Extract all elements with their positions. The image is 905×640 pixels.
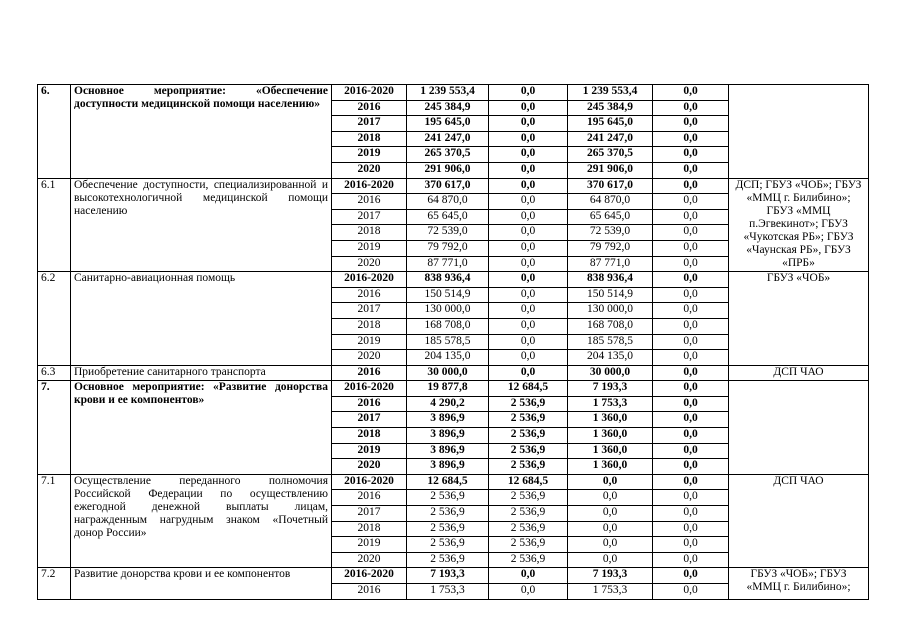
year-cell: 2016 — [332, 490, 407, 506]
regional-cell: 130 000,0 — [568, 303, 653, 319]
federal-cell: 0,0 — [489, 584, 568, 600]
regional-cell: 0,0 — [568, 537, 653, 553]
total-cell: 72 539,0 — [407, 225, 489, 241]
year-cell: 2016-2020 — [332, 381, 407, 397]
total-cell: 3 896,9 — [407, 428, 489, 444]
table-row — [38, 365, 869, 381]
executor-cell — [729, 85, 869, 179]
regional-cell: 1 239 553,4 — [568, 85, 653, 101]
regional-cell: 241 247,0 — [568, 131, 653, 147]
total-cell: 64 870,0 — [407, 194, 489, 210]
federal-cell: 2 536,9 — [489, 521, 568, 537]
other-cell: 0,0 — [653, 209, 729, 225]
total-cell: 130 000,0 — [407, 303, 489, 319]
regional-cell: 0,0 — [568, 474, 653, 490]
total-cell: 3 896,9 — [407, 443, 489, 459]
year-cell: 2019 — [332, 537, 407, 553]
regional-cell: 72 539,0 — [568, 225, 653, 241]
year-cell: 2020 — [332, 459, 407, 475]
year-cell: 2018 — [332, 131, 407, 147]
regional-cell: 79 792,0 — [568, 240, 653, 256]
executor-cell: ДСП; ГБУЗ «ЧОБ»; ГБУЗ «ММЦ г. Билибино»; ГБУЗ «ММЦ п.Эгвекинот»; ГБУЗ «Чукотская РБ»; ГБУЗ «Чаунская РБ», ГБУЗ «ПРБ» — [729, 178, 869, 272]
total-cell: 79 792,0 — [407, 240, 489, 256]
other-cell: 0,0 — [653, 428, 729, 444]
federal-cell: 0,0 — [489, 147, 568, 163]
other-cell: 0,0 — [653, 272, 729, 288]
item-name: Развитие донорства крови и ее компонентов — [71, 568, 332, 599]
regional-cell: 1 360,0 — [568, 428, 653, 444]
other-cell: 0,0 — [653, 459, 729, 475]
federal-cell: 0,0 — [489, 194, 568, 210]
total-cell: 4 290,2 — [407, 396, 489, 412]
federal-cell: 2 536,9 — [489, 443, 568, 459]
regional-cell: 265 370,5 — [568, 147, 653, 163]
regional-cell: 7 193,3 — [568, 381, 653, 397]
federal-cell: 2 536,9 — [489, 459, 568, 475]
total-cell: 65 645,0 — [407, 209, 489, 225]
other-cell: 0,0 — [653, 116, 729, 132]
other-cell: 0,0 — [653, 490, 729, 506]
funding-table — [37, 84, 869, 600]
total-cell: 2 536,9 — [407, 552, 489, 568]
total-cell: 12 684,5 — [407, 474, 489, 490]
total-cell: 291 906,0 — [407, 162, 489, 178]
other-cell: 0,0 — [653, 334, 729, 350]
item-number: 6.1 — [38, 178, 71, 272]
federal-cell: 2 536,9 — [489, 506, 568, 522]
other-cell: 0,0 — [653, 521, 729, 537]
year-cell: 2016 — [332, 365, 407, 381]
table-row — [38, 474, 869, 490]
executor-cell: ДСП ЧАО — [729, 365, 869, 381]
item-name: Осуществление переданного полномочия Российской Федерации по осуществлению ежегодной денежной выплаты лицам, награжденным нагрудным знаком «Почетный донор России» — [71, 474, 332, 568]
total-cell: 370 617,0 — [407, 178, 489, 194]
year-cell: 2016 — [332, 584, 407, 600]
year-cell: 2016 — [332, 287, 407, 303]
federal-cell: 0,0 — [489, 334, 568, 350]
total-cell: 241 247,0 — [407, 131, 489, 147]
regional-cell: 291 906,0 — [568, 162, 653, 178]
federal-cell: 0,0 — [489, 240, 568, 256]
federal-cell: 2 536,9 — [489, 412, 568, 428]
federal-cell: 0,0 — [489, 303, 568, 319]
total-cell: 1 753,3 — [407, 584, 489, 600]
total-cell: 7 193,3 — [407, 568, 489, 584]
federal-cell: 0,0 — [489, 131, 568, 147]
year-cell: 2017 — [332, 412, 407, 428]
executor-cell: ДСП ЧАО — [729, 474, 869, 568]
total-cell: 265 370,5 — [407, 147, 489, 163]
other-cell: 0,0 — [653, 396, 729, 412]
other-cell: 0,0 — [653, 443, 729, 459]
year-cell: 2018 — [332, 521, 407, 537]
total-cell: 19 877,8 — [407, 381, 489, 397]
regional-cell: 1 753,3 — [568, 396, 653, 412]
year-cell: 2018 — [332, 225, 407, 241]
federal-cell: 12 684,5 — [489, 474, 568, 490]
year-cell: 2019 — [332, 443, 407, 459]
total-cell: 2 536,9 — [407, 506, 489, 522]
total-cell: 168 708,0 — [407, 318, 489, 334]
regional-cell: 195 645,0 — [568, 116, 653, 132]
other-cell: 0,0 — [653, 240, 729, 256]
federal-cell: 2 536,9 — [489, 537, 568, 553]
year-cell: 2016 — [332, 194, 407, 210]
executor-cell — [729, 381, 869, 475]
other-cell: 0,0 — [653, 256, 729, 272]
regional-cell: 65 645,0 — [568, 209, 653, 225]
item-number: 6. — [38, 85, 71, 179]
other-cell: 0,0 — [653, 303, 729, 319]
federal-cell: 0,0 — [489, 350, 568, 366]
regional-cell: 64 870,0 — [568, 194, 653, 210]
regional-cell: 1 360,0 — [568, 443, 653, 459]
regional-cell: 0,0 — [568, 521, 653, 537]
other-cell: 0,0 — [653, 318, 729, 334]
item-number: 6.2 — [38, 272, 71, 366]
federal-cell: 2 536,9 — [489, 428, 568, 444]
total-cell: 30 000,0 — [407, 365, 489, 381]
regional-cell: 1 360,0 — [568, 459, 653, 475]
other-cell: 0,0 — [653, 365, 729, 381]
year-cell: 2017 — [332, 506, 407, 522]
regional-cell: 150 514,9 — [568, 287, 653, 303]
federal-cell: 0,0 — [489, 272, 568, 288]
regional-cell: 185 578,5 — [568, 334, 653, 350]
regional-cell: 370 617,0 — [568, 178, 653, 194]
federal-cell: 0,0 — [489, 225, 568, 241]
executor-cell: ГБУЗ «ЧОБ»; ГБУЗ «ММЦ г. Билибино»; — [729, 568, 869, 599]
year-cell: 2017 — [332, 209, 407, 225]
year-cell: 2020 — [332, 256, 407, 272]
other-cell: 0,0 — [653, 412, 729, 428]
other-cell: 0,0 — [653, 552, 729, 568]
year-cell: 2018 — [332, 318, 407, 334]
federal-cell: 2 536,9 — [489, 396, 568, 412]
year-cell: 2016-2020 — [332, 474, 407, 490]
year-cell: 2016 — [332, 100, 407, 116]
item-name: Основное мероприятие: «Обеспечение доступности медицинской помощи населению» — [71, 85, 332, 179]
total-cell: 838 936,4 — [407, 272, 489, 288]
year-cell: 2020 — [332, 162, 407, 178]
federal-cell: 0,0 — [489, 116, 568, 132]
other-cell: 0,0 — [653, 85, 729, 101]
other-cell: 0,0 — [653, 225, 729, 241]
item-name: Обеспечение доступности, специализированной и высокотехнологичной медицинской помощи населению — [71, 178, 332, 272]
regional-cell: 0,0 — [568, 506, 653, 522]
total-cell: 185 578,5 — [407, 334, 489, 350]
other-cell: 0,0 — [653, 350, 729, 366]
year-cell: 2018 — [332, 428, 407, 444]
year-cell: 2016-2020 — [332, 568, 407, 584]
federal-cell: 0,0 — [489, 85, 568, 101]
regional-cell: 0,0 — [568, 552, 653, 568]
item-number: 6.3 — [38, 365, 71, 381]
total-cell: 87 771,0 — [407, 256, 489, 272]
total-cell: 1 239 553,4 — [407, 85, 489, 101]
total-cell: 2 536,9 — [407, 490, 489, 506]
regional-cell: 7 193,3 — [568, 568, 653, 584]
other-cell: 0,0 — [653, 147, 729, 163]
year-cell: 2020 — [332, 552, 407, 568]
regional-cell: 204 135,0 — [568, 350, 653, 366]
total-cell: 195 645,0 — [407, 116, 489, 132]
year-cell: 2017 — [332, 303, 407, 319]
federal-cell: 2 536,9 — [489, 490, 568, 506]
other-cell: 0,0 — [653, 506, 729, 522]
total-cell: 150 514,9 — [407, 287, 489, 303]
other-cell: 0,0 — [653, 100, 729, 116]
federal-cell: 0,0 — [489, 365, 568, 381]
year-cell: 2016-2020 — [332, 85, 407, 101]
federal-cell: 2 536,9 — [489, 552, 568, 568]
regional-cell: 0,0 — [568, 490, 653, 506]
other-cell: 0,0 — [653, 162, 729, 178]
other-cell: 0,0 — [653, 537, 729, 553]
regional-cell: 838 936,4 — [568, 272, 653, 288]
year-cell: 2017 — [332, 116, 407, 132]
item-number: 7. — [38, 381, 71, 475]
year-cell: 2016-2020 — [332, 178, 407, 194]
item-number: 7.2 — [38, 568, 71, 599]
regional-cell: 1 360,0 — [568, 412, 653, 428]
federal-cell: 0,0 — [489, 178, 568, 194]
regional-cell: 168 708,0 — [568, 318, 653, 334]
item-number: 7.1 — [38, 474, 71, 568]
other-cell: 0,0 — [653, 178, 729, 194]
year-cell: 2019 — [332, 334, 407, 350]
regional-cell: 30 000,0 — [568, 365, 653, 381]
regional-cell: 1 753,3 — [568, 584, 653, 600]
table-row — [38, 272, 869, 288]
year-cell: 2020 — [332, 350, 407, 366]
funding-table-body — [38, 85, 869, 600]
other-cell: 0,0 — [653, 584, 729, 600]
table-row — [38, 85, 869, 101]
federal-cell: 0,0 — [489, 568, 568, 584]
total-cell: 3 896,9 — [407, 459, 489, 475]
total-cell: 245 384,9 — [407, 100, 489, 116]
year-cell: 2019 — [332, 147, 407, 163]
year-cell: 2016 — [332, 396, 407, 412]
item-name: Приобретение санитарного транспорта — [71, 365, 332, 381]
federal-cell: 0,0 — [489, 287, 568, 303]
year-cell: 2019 — [332, 240, 407, 256]
other-cell: 0,0 — [653, 194, 729, 210]
table-row — [38, 381, 869, 397]
federal-cell: 0,0 — [489, 100, 568, 116]
federal-cell: 0,0 — [489, 162, 568, 178]
federal-cell: 12 684,5 — [489, 381, 568, 397]
federal-cell: 0,0 — [489, 256, 568, 272]
total-cell: 204 135,0 — [407, 350, 489, 366]
other-cell: 0,0 — [653, 381, 729, 397]
other-cell: 0,0 — [653, 287, 729, 303]
total-cell: 3 896,9 — [407, 412, 489, 428]
other-cell: 0,0 — [653, 568, 729, 584]
regional-cell: 245 384,9 — [568, 100, 653, 116]
other-cell: 0,0 — [653, 131, 729, 147]
table-row — [38, 568, 869, 584]
item-name: Санитарно-авиационная помощь — [71, 272, 332, 366]
other-cell: 0,0 — [653, 474, 729, 490]
executor-cell: ГБУЗ «ЧОБ» — [729, 272, 869, 366]
regional-cell: 87 771,0 — [568, 256, 653, 272]
year-cell: 2016-2020 — [332, 272, 407, 288]
table-row — [38, 178, 869, 194]
item-name: Основное мероприятие: «Развитие донорства крови и ее компонентов» — [71, 381, 332, 475]
federal-cell: 0,0 — [489, 318, 568, 334]
total-cell: 2 536,9 — [407, 521, 489, 537]
federal-cell: 0,0 — [489, 209, 568, 225]
total-cell: 2 536,9 — [407, 537, 489, 553]
